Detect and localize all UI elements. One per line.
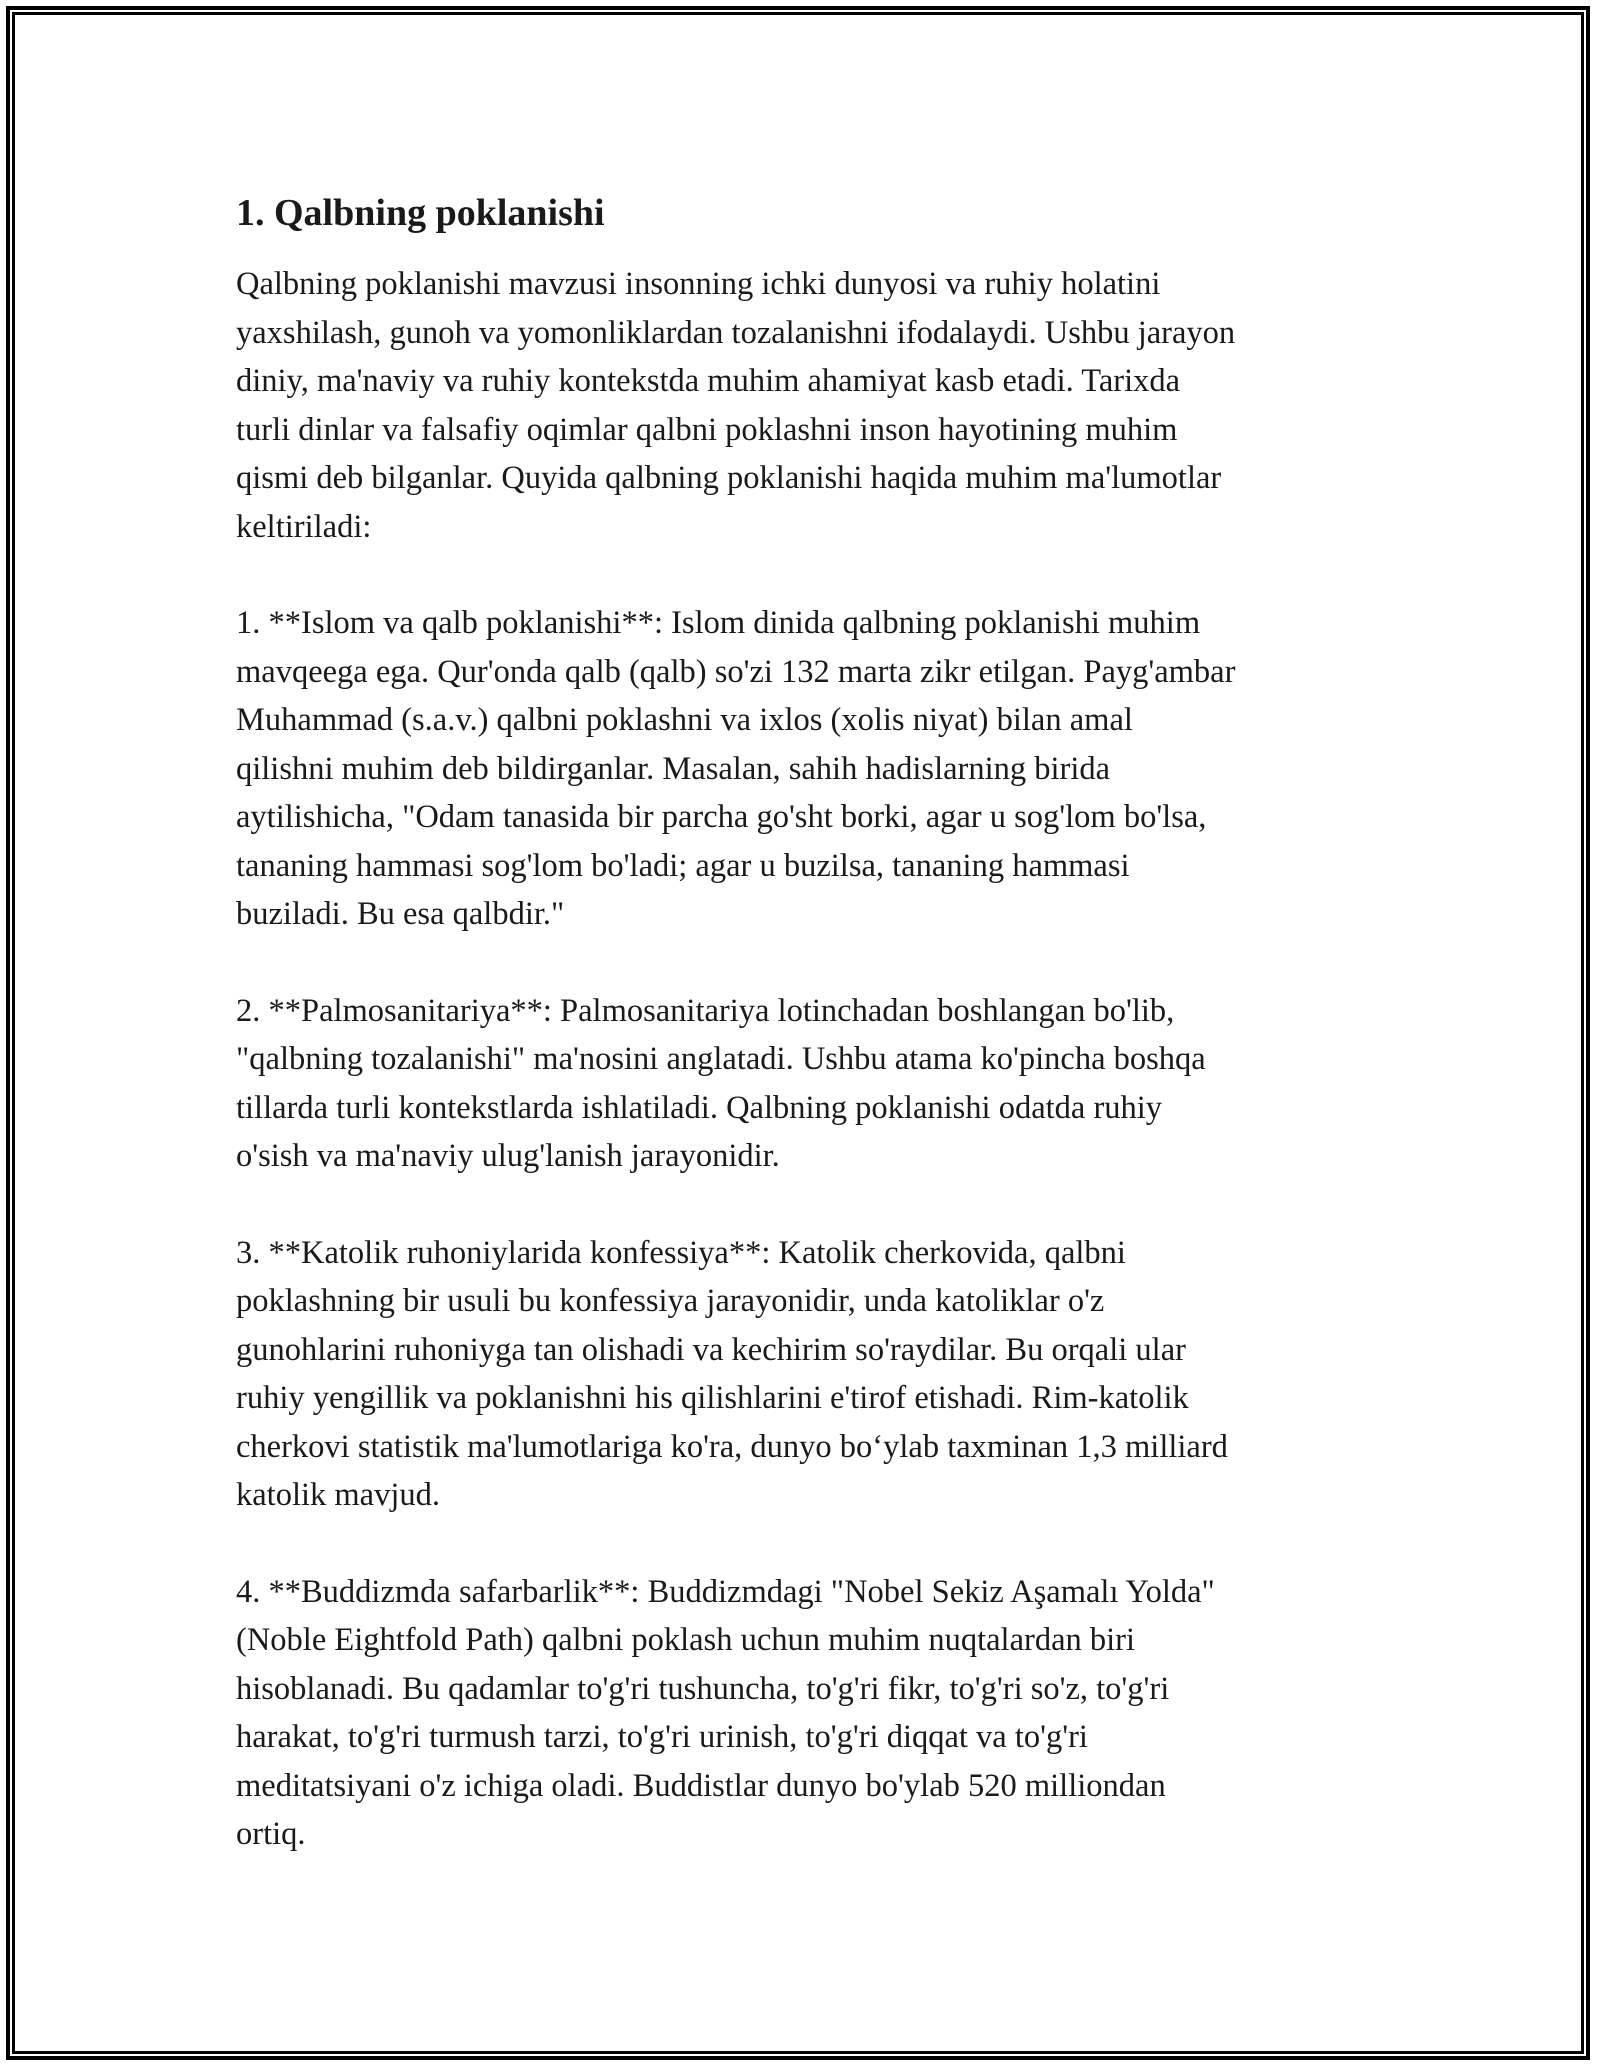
paragraph-islom: 1. **Islom va qalb poklanishi**: Islom dinida qalbning poklanishi muhim mavqeega ega. Qur'onda qalb (qalb) so'zi 132 marta zikr etilgan. Payg'ambar Muhammad (s.a.v.) qalbni poklashni va ixlos (xolis niyat) bilan amal qilishni muhim deb bildirganlar. Masalan, sahih hadislarning birida aytilishicha, "Odam tanasida bir parcha go'sht borki, agar u sog'lom bo'lsa, tananing hammasi sog'lom bo'ladi; agar u buzilsa, tananing hammasi buziladi. Bu esa qalbdir.": [236, 605, 1236, 932]
section-heading: 1. Qalbning poklanishi: [236, 192, 605, 234]
intro-paragraph: Qalbning poklanishi mavzusi insonning ichki dunyosi va ruhiy holatini yaxshilash, gunoh va yomonliklardan tozalanishni ifodalaydi. Ushbu jarayon diniy, ma'naviy va ruhiy kontekstda muhim ahamiyat kasb etadi. Tarixda turli dinlar va falsafiy oqimlar qalbni poklashni inson hayotining muhim qismi deb bilganlar. Quyida qalbning poklanishi haqida muhim ma'lumotlar keltiriladi:: [236, 266, 1236, 545]
paragraph-buddizm: 4. **Buddizmda safarbarlik**: Buddizmdagi "Nobel Sekiz Aşamalı Yolda" (Noble Eightfold Path) qalbni poklash uchun muhim nuqtalardan biri hisoblanadi. Bu qadamlar to'g'ri tushuncha, to'g'ri fikr, to'g'ri so'z, to'g'ri harakat, to'g'ri turmush tarzi, to'g'ri urinish, to'g'ri diqqat va to'g'ri meditatsiyani o'z ichiga oladi. Buddistlar dunyo bo'ylab 520 milliondan ortiq.: [236, 1573, 1215, 1852]
document-body: [236, 186, 1376, 1907]
paragraph-palmosanitariya: 2. **Palmosanitariya**: Palmosanitariya lotinchadan boshlangan bo'lib, "qalbning tozalanishi" ma'nosini anglatadi. Ushbu atama ko'pincha boshqa tillarda turli kontekstlarda ishlatiladi. Qalbning poklanishi odatda ruhiy o'sish va ma'naviy ulug'lanish jarayonidir.: [236, 992, 1206, 1174]
paragraph-katolik: 3. **Katolik ruhoniylarida konfessiya**: Katolik cherkovida, qalbni poklashning bir usuli bu konfessiya jarayonidir, unda katoliklar o'z gunohlarini ruhoniyga tan olishadi va kechirim so'raydilar. Bu orqali ular ruhiy yengillik va poklanishni his qilishlarini e'tirof etishadi. Rim-katolik cherkovi statistik ma'lumotlariga ko'ra, dunyo bo‘ylab taxminan 1,3 milliard katolik mavjud.: [236, 1234, 1228, 1513]
